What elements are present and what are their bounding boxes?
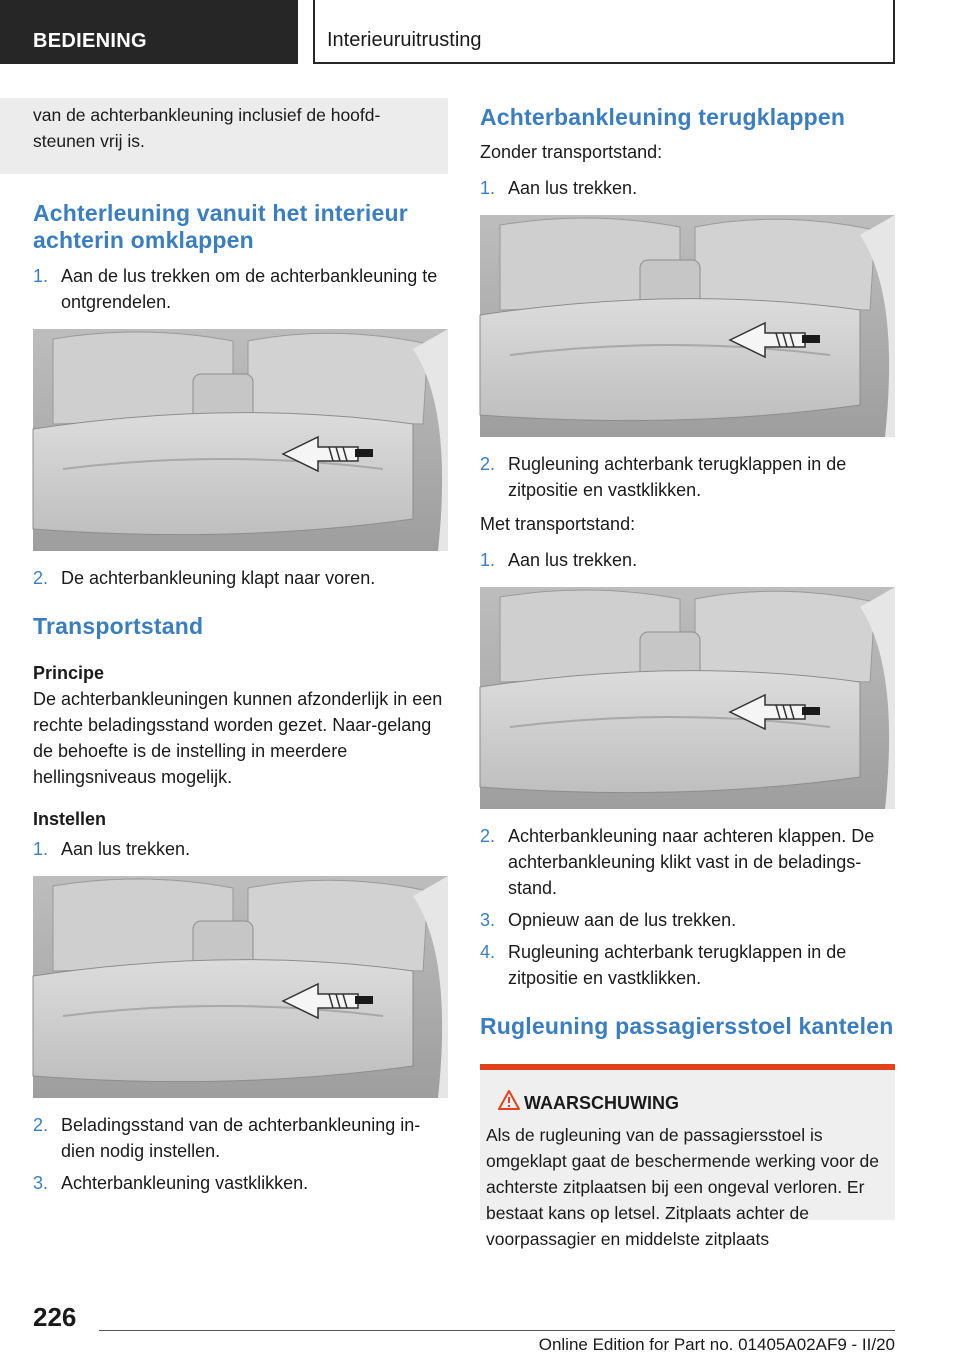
step-text: Aan de lus trekken om de achterbankleuning te ontgrendelen. (61, 266, 438, 312)
seat-illustration (33, 329, 448, 551)
step-item (480, 823, 895, 901)
section-heading-transport: Transportstand (33, 613, 204, 639)
step-text: Opnieuw aan de lus trekken. (508, 910, 737, 930)
step-text: Achterbankleuning vastklikken. (61, 1173, 309, 1193)
step-item (480, 547, 895, 573)
section-heading-fold-back: Achterbankleuning terugklappen (480, 104, 846, 130)
step-item (33, 263, 448, 315)
step-item (480, 907, 895, 933)
subheading-principle: Principe (33, 663, 105, 683)
principle-paragraph: De achterbankleuningen kunnen afzonderlijk in een rechte beladingsstand worden gezet. Naar-gelang de behoefte is de instelling in meerdere hellingsniveaus mogelijk. (33, 689, 443, 787)
left-column (33, 98, 448, 1196)
step-text: Achterbankleuning naar achteren klappen. De achterbankleuning klikt vast in de beladings-stand. (508, 826, 875, 898)
chapter-title: Interieuruitrusting (327, 29, 482, 51)
step-number: 1. (480, 550, 496, 570)
warning-triangle-icon (498, 1090, 520, 1110)
step-number: 2. (33, 1115, 49, 1135)
intro-continuation (0, 98, 448, 174)
step-text: Rugleuning achterbank terugklappen in de zitpositie en vastklikken. (508, 942, 847, 988)
rear-seat-image (33, 329, 448, 551)
footer-divider (99, 1330, 895, 1331)
section-heading-fold-from-rear: Achterleuning vanuit het interieur achterin omklappen (33, 200, 408, 253)
step-item (480, 939, 895, 991)
step-item (33, 1170, 448, 1196)
seat-illustration (480, 587, 895, 809)
intro-text: van de achterbankleuning inclusief de hoofd-steunen vrij is. (33, 105, 381, 151)
chapter-tab (313, 0, 895, 64)
rear-seat-image (33, 876, 448, 1098)
step-text: Aan lus trekken. (508, 550, 638, 570)
step-number: 2. (33, 568, 49, 588)
step-number: 1. (480, 178, 496, 198)
warning-block (480, 1064, 895, 1249)
step-number: 3. (33, 1173, 49, 1193)
with-transport-label: Met transportstand: (480, 514, 636, 534)
section-title: BEDIENING (33, 30, 147, 52)
edition-info: Online Edition for Part no. 01405A02AF9 - II/20 (538, 1335, 895, 1354)
step-number: 2. (480, 454, 496, 474)
step-number: 4. (480, 942, 496, 962)
step-item (480, 175, 895, 201)
page-number: 226 (33, 1302, 77, 1332)
step-text: Aan lus trekken. (508, 178, 638, 198)
step-number: 1. (33, 266, 49, 286)
step-item (33, 836, 448, 862)
warning-heading (486, 1090, 885, 1116)
warning-text: Als de rugleuning van de passagiersstoel is omgeklapt gaat de beschermende werking voor de achterste zitplaatsen bij een ongeval verloren. Er bestaat kans op letsel. Zitplaats achter de voorpassagier en middelste zitplaats (486, 1125, 880, 1249)
step-text: Beladingsstand van de achterbankleuning in-dien nodig instellen. (61, 1115, 421, 1161)
step-text: Aan lus trekken. (61, 839, 191, 859)
warning-title: WAARSCHUWING (524, 1093, 679, 1113)
warning-box (480, 1070, 895, 1249)
without-transport-label: Zonder transportstand: (480, 142, 663, 162)
step-number: 1. (33, 839, 49, 859)
subheading-settings: Instellen (33, 809, 107, 829)
step-item (33, 1112, 448, 1164)
rear-seat-image (480, 215, 895, 437)
step-item (33, 565, 448, 591)
section-tab (0, 0, 298, 64)
section-heading-passenger-seat: Rugleuning passagiersstoel kantelen (480, 1013, 894, 1039)
step-number: 3. (480, 910, 496, 930)
step-text: De achterbankleuning klapt naar voren. (61, 568, 376, 588)
step-number: 2. (480, 826, 496, 846)
seat-illustration (33, 876, 448, 1098)
right-column (480, 98, 895, 1249)
step-text: Rugleuning achterbank terugklappen in de zitpositie en vastklikken. (508, 454, 847, 500)
seat-illustration (480, 215, 895, 437)
rear-seat-image (480, 587, 895, 809)
step-item (480, 451, 895, 503)
